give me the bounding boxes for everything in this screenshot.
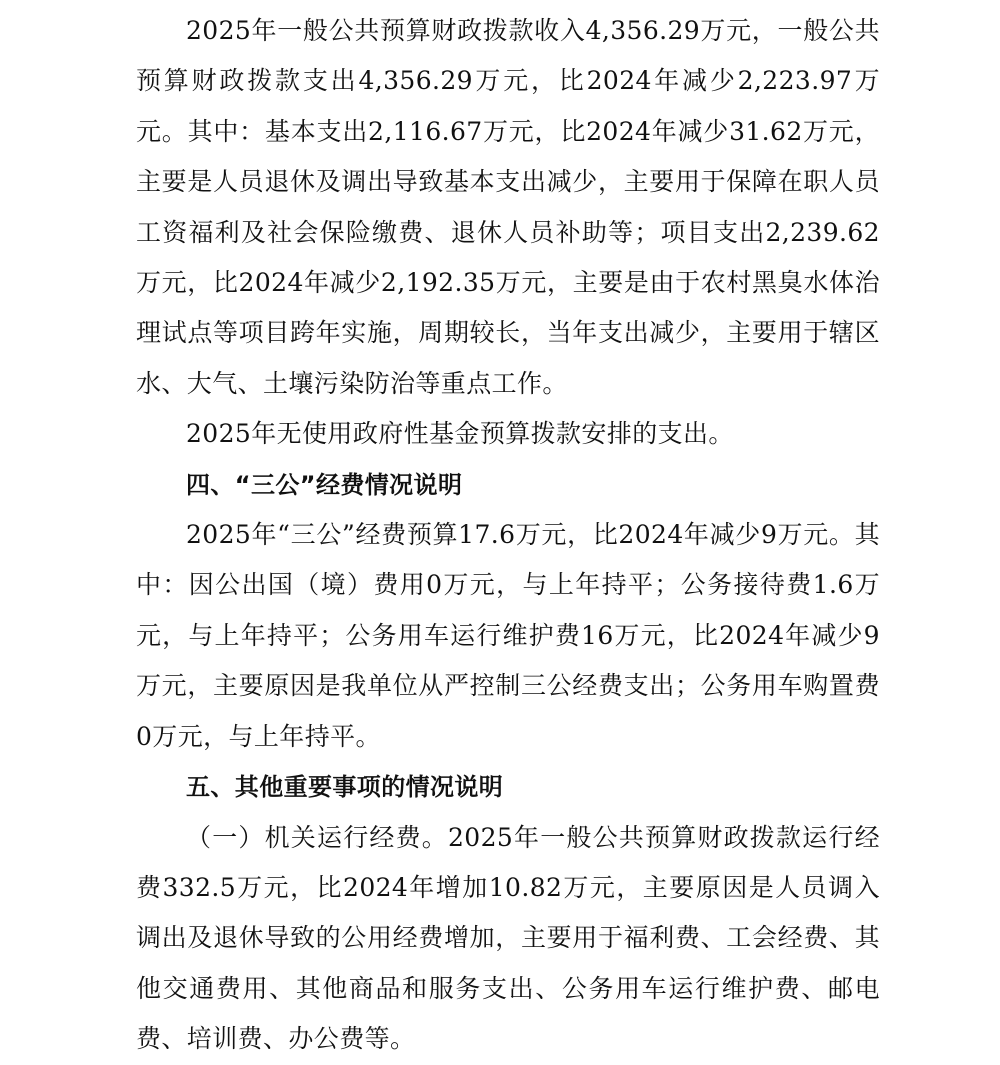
fund-budget-paragraph: 2025年无使用政府性基金预算拨款安排的支出。	[186, 419, 734, 449]
other-matters-heading: 五、其他重要事项的情况说明	[186, 773, 504, 802]
document-page	[136, 6, 880, 1065]
operating-expense-body: 2025年一般公共预算财政拨款运行经费332.5万元，比2024年增加10.82万元，主要原因是人员调入调出及退休导致的公用经费增加，主要用于福利费、工会经费、其他交通费用、其他商品和服务支出、公务用车运行维护费、邮电费、培训费、办公费等。	[136, 822, 880, 1054]
operating-expense-paragraph	[136, 813, 880, 1065]
general-budget-paragraph: 2025年一般公共预算财政拨款收入4,356.29万元，一般公共预算财政拨款支出4,356.29万元，比2024年减少2,223.97万元。其中：基本支出2,116.67万元，比2024年减少31.62万元，主要是人员退休及调出导致基本支出减少，主要用于保障在职人员工资福利及社会保险缴费、退休人员补助等；项目支出2,239.62万元，比2024年减少2,192.35万元，主要是由于农村黑臭水体治理试点等项目跨年实施，周期较长，当年支出减少，主要用于辖区水、大气、土壤污染防治等重点工作。	[136, 16, 880, 398]
three-public-paragraph: 2025年“三公”经费预算17.6万元，比2024年减少9万元。其中：因公出国（境）费用0万元，与上年持平；公务接待费1.6万元，与上年持平；公务用车运行维护费16万元，比2024年减少9万元，主要原因是我单位从严控制三公经费支出；公务用车购置费0万元，与上年持平。	[136, 520, 880, 751]
three-public-heading: 四、“三公”经费情况说明	[186, 470, 463, 499]
operating-expense-title: （一）机关运行经费。	[186, 822, 448, 852]
